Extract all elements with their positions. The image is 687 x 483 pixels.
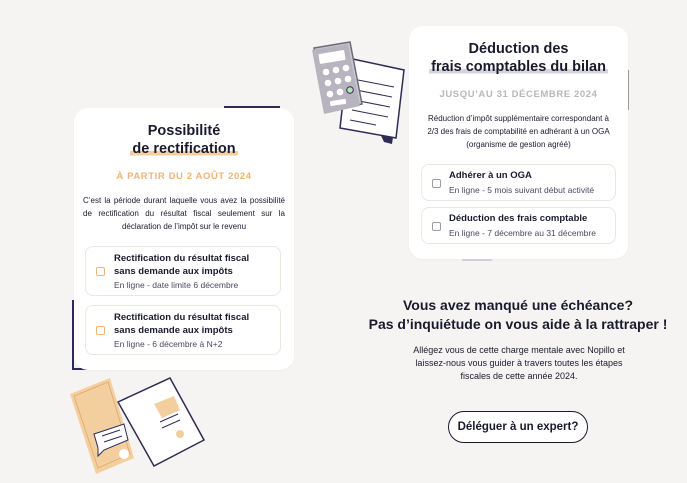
deduction-description-line1: Réduction d’impôt supplémentaire correspondant à (428, 114, 609, 123)
rectification-card (74, 108, 294, 370)
promo-body (378, 344, 660, 383)
deduction-option-2[interactable] (421, 207, 616, 244)
delegate-expert-button[interactable]: Déléguer à un expert? (448, 411, 588, 443)
option-subtitle: En ligne - 5 mois suivant début activité (449, 185, 595, 195)
option-title-line2: sans demande aux impôts (114, 324, 233, 336)
rectification-option-1[interactable] (85, 246, 281, 296)
option-title (114, 312, 249, 337)
option-title: Déduction des frais comptable (449, 213, 588, 224)
promo-headline (350, 296, 686, 334)
option-title-line1: Rectification du résultat fiscal (114, 253, 250, 264)
promo-body-line3: fiscales de cette année 2024. (460, 371, 578, 381)
deduction-title-line1: Déduction des (468, 41, 569, 57)
rectification-title (74, 122, 294, 158)
option-title-line2: sans demande aux impôts (114, 265, 233, 277)
deduction-title (409, 40, 628, 76)
option-checkbox[interactable] (96, 326, 105, 335)
rectification-title-line2: de rectification (132, 141, 236, 157)
promo-headline-line2: Pas d’inquiétude on vous aide à la rattraper ! (368, 316, 668, 332)
option-title-line1: Rectification du résultat fiscal (114, 312, 250, 323)
rectification-description: C’est la période durant laquelle vous avez la possibilité de rectification du résultat fiscal seulement sur la déclaration de l’impôt sur le revenu (83, 196, 285, 231)
rectification-date-label: À PARTIR DU 2 AOÛT 2024 (116, 171, 252, 182)
option-checkbox[interactable] (432, 222, 441, 231)
option-title: Adhérer à un OGA (449, 170, 532, 181)
deduction-card (409, 26, 628, 259)
deduction-option-1[interactable] (421, 164, 616, 201)
option-subtitle: En ligne - date limite 6 décembre (114, 280, 239, 290)
option-subtitle: En ligne - 7 décembre au 31 décembre (449, 228, 596, 238)
phone-chat-illustration (66, 374, 206, 478)
deduction-description (413, 112, 624, 151)
deduction-date-label: JUSQU’AU 31 DÉCEMBRE 2024 (439, 89, 598, 100)
option-subtitle: En ligne - 6 décembre à N+2 (114, 339, 223, 349)
right-card-deco-bottom (462, 259, 492, 261)
deduction-description-line3: (organisme de gestion agréé) (466, 140, 571, 149)
calculator-icon (312, 42, 362, 114)
chat-phone-icon (70, 378, 134, 474)
deduction-title-line2: frais comptables du bilan (431, 59, 606, 75)
calculator-illustration (306, 40, 412, 150)
option-checkbox[interactable] (432, 179, 441, 188)
rectification-title-line1: Possibilité (147, 123, 221, 139)
rectification-option-2[interactable] (85, 305, 281, 355)
option-checkbox[interactable] (96, 267, 105, 276)
promo-body-line1: Allégez vous de cette charge mentale avec Nopillo et (413, 345, 625, 355)
promo-headline-line1: Vous avez manqué une échéance? (402, 297, 634, 313)
deduction-description-line2: 2/3 des frais de comptabilité en adhérant à un OGA (427, 127, 610, 136)
promo-body-line2: laissez-nous vous guider à travers toutes les étapes (415, 358, 623, 368)
option-title (114, 253, 249, 278)
